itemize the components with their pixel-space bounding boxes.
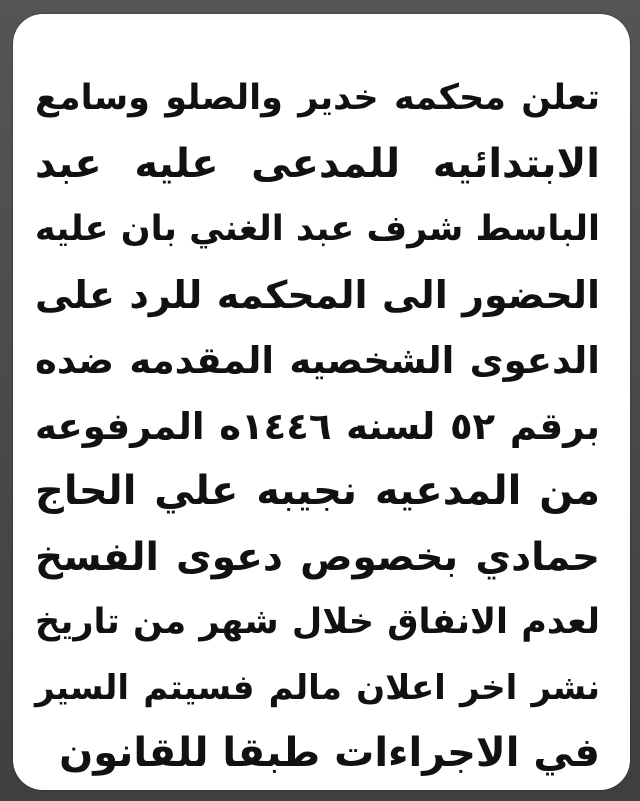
announcement-line-1: تعلن محكمه خدير والصلو وسامع	[35, 78, 600, 118]
announcement-line-3: الباسط شرف عبد الغني بان عليه	[34, 209, 600, 249]
announcement-line-7: من المدعيه نجيبه علي الحاج	[35, 468, 600, 514]
announcement-line-4: الحضور الى المحكمه للرد على	[35, 272, 600, 317]
announcement-line-2: الابتدائيه للمدعى عليه عبد	[35, 140, 600, 187]
announcement-line-10: نشر اخر اعلان مالم فسيتم السير	[35, 667, 600, 708]
announcement-card	[13, 14, 630, 790]
announcement-line-6: برقم ٥٢ لسنه ١٤٤٦ه المرفوعه	[35, 404, 600, 448]
announcement-line-8: حمادي بخصوص دعوى الفسخ	[35, 534, 600, 580]
announcement-line-9: لعدم الانفاق خلال شهر من تاريخ	[35, 602, 600, 642]
announcement-line-11: في الاجراءات طبقا للقانون	[59, 730, 600, 776]
announcement-text	[35, 66, 600, 787]
announcement-line-5: الدعوى الشخصيه المقدمه ضده	[35, 339, 600, 382]
